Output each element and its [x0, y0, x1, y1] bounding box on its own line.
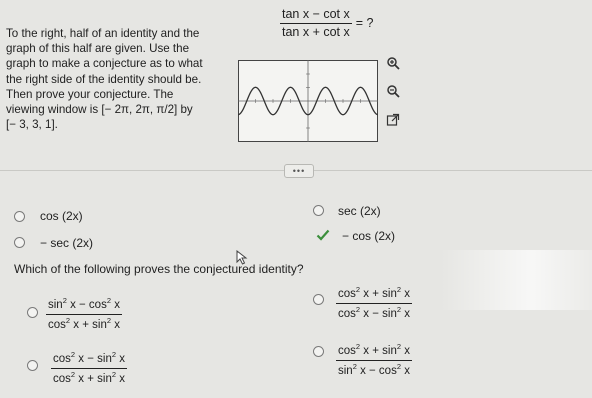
identity-suffix: = ? — [355, 16, 374, 30]
zoom-in-icon[interactable] — [386, 56, 400, 70]
zoom-out-icon[interactable] — [386, 84, 400, 98]
external-link-icon[interactable] — [386, 113, 400, 127]
proof-radio-2[interactable] — [313, 294, 324, 305]
proof-option-3[interactable] — [51, 351, 127, 385]
prompt-line: Then prove your conjecture. The — [6, 87, 174, 101]
prompt-line: To the right, half of an identity and the — [6, 27, 200, 40]
screen-glare — [440, 250, 592, 310]
option-label-neg-sec2x: − sec (2x) — [40, 236, 94, 250]
proof-3-denominator: $\cos^2 x + \sin^2 x$ — [53, 369, 125, 385]
proof-4-denominator: $\sin^2 x - \cos^2 x$ — [338, 361, 410, 377]
proof-3-numerator: $\cos^2 x - \sin^2 x$ — [51, 351, 127, 369]
question-text: Which of the following proves the conjectured identity? — [14, 262, 304, 276]
identity-denominator: tan x + cot x — [282, 24, 350, 39]
identity-graph — [238, 60, 378, 142]
option-label-neg-cos2x[interactable]: − cos (2x) — [342, 229, 396, 243]
option-label-sec2x: sec (2x) — [338, 204, 381, 218]
proof-2-numerator: $\cos^2 x + \sin^2 x$ — [336, 286, 412, 304]
proof-radio-1[interactable] — [27, 307, 38, 318]
identity-fraction — [280, 8, 352, 38]
proof-radio-3[interactable] — [27, 360, 38, 371]
proof-1-numerator: $\sin^2 x - \cos^2 x$ — [46, 297, 122, 315]
more-button[interactable]: ••• — [284, 164, 314, 178]
option-radio-neg-sec2x[interactable] — [14, 237, 25, 248]
option-radio-sec2x[interactable] — [313, 205, 324, 216]
proof-option-1[interactable] — [46, 297, 122, 331]
prompt-line: the right side of the identity should be. — [6, 72, 202, 86]
proof-4-numerator: $\cos^2 x + \sin^2 x$ — [336, 343, 412, 361]
prompt-line: [− 3, 3, 1]. — [6, 118, 58, 132]
proof-radio-4[interactable] — [313, 346, 324, 357]
problem-prompt — [6, 26, 246, 132]
identity-numerator: tan x − cot x — [280, 8, 352, 24]
check-icon — [316, 228, 330, 242]
prompt-line: graph of this half are given. Use the — [6, 42, 190, 56]
option-label-cos2x: cos (2x) — [40, 209, 83, 223]
identity-expression — [280, 8, 373, 38]
option-radio-cos2x[interactable] — [14, 211, 25, 222]
prompt-line: graph to make a conjecture as to what — [6, 57, 203, 71]
proof-option-4[interactable] — [336, 343, 412, 377]
proof-2-denominator: $\cos^2 x - \sin^2 x$ — [338, 304, 410, 320]
proof-option-2[interactable] — [336, 286, 412, 320]
proof-1-denominator: $\cos^2 x + \sin^2 x$ — [48, 315, 120, 331]
prompt-line: viewing window is [− 2π, 2π, π/2] by — [6, 103, 193, 117]
